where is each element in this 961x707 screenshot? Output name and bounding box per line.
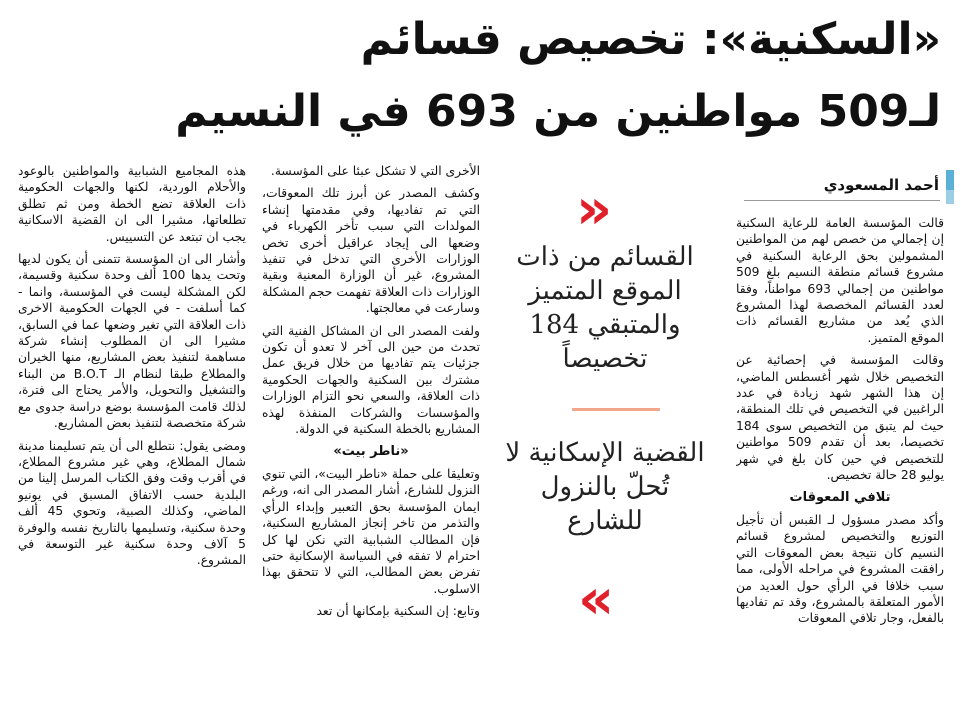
byline-rule: [744, 200, 940, 201]
byline-author: أحمد المسعودي: [823, 176, 939, 194]
paragraph: وقالت المؤسسة في إحصائية عن التخصيص خلال شهر أغسطس الماضي، إن هذا الشهر شهد زيادة في عدد الراغبين في التخصيص في تلك المنطقة، حيث لم يتبق من التخصيص سوى 184 تخصيصا، بعد أن تقدم 509 مواطنين للتخصيص في حين كان بلغ في شهر يوليو 28 حالة تخصيص.: [736, 353, 944, 483]
article-column-1: [736, 215, 944, 695]
paragraph: وأشار الى ان المؤسسة تتمنى أن يكون لديها وتحت يدها 100 ألف وحدة سكنية وقسيمة، لكن المشكلة ليست في المؤسسة، وانما - كما أسلفت - في الجهات الحكومية الاخرى ذات العلاقة التي تغير وضعها عما في السابق، مشيرا الى ان المطلوب إنشاء شركة مساهمة لتنفيذ بعض المشاريع، منها الخيران والمطلاع طبقا لنظام الـ B.O.T من البناء والتشغيل والتحويل، والأمر يحتاج الى فترة، لذلك قامت المؤسسة بوضع دراسة جدوى مع شركة متخصصة لتنفيذ بعض المشاريع.: [18, 252, 246, 431]
paragraph: هذه المجاميع الشبابية والمواطنين بالوعود والأحلام الوردية، لكنها والجهات الحكومية ذات العلاقة تضع الخطة ومن ثم تطلق تطلعاتها، مشيرا الى ان القضية الاسكانية يجب ان تبتعد عن التسييس.: [18, 164, 246, 244]
paragraph: ومضى يقول: نتطلع الى أن يتم تسليمنا مدينة شمال المطلاع، وهي غير مشروع المطلاع، في أقرب وقت وفق الكتاب المرسل إلينا من البلدية حسب الاتفاق المسبق في يونيو الماضي، وكذلك الصبية، وتحوي 45 ألف وحدة سكنية، وتسليمها بالتاريخ نفسه والوفرة 5 آلاف وحدة سكنية غير التوسعة في المشروع.: [18, 438, 246, 568]
pull-quote-divider: [572, 408, 660, 411]
paragraph: وتابع: إن السكنية بإمكانها أن تعد: [316, 604, 480, 619]
paragraph: الأخرى التي لا تشكل عبئا على المؤسسة.: [270, 164, 480, 178]
subheading: تلافي المعوقات: [789, 489, 891, 505]
paragraph: قالت المؤسسة العامة للرعاية السكنية إن إجمالي من خصص لهم من المواطنين المشمولين بحق الرعاية السكنية في مشروع قسائم منطقة النسيم بلغ 509 مواطنين من إجمالي 693 مواطناً، وفقا لعدد القسائم المخصصة لهذا المشروع الذي يُعد من مشاريع القسائم ذات الموقع المتميز.: [736, 216, 944, 345]
paragraph: وتعليقا على حملة «ناطر البيت»، التي تنوي النزول للشارع، أشار المصدر الى انه، ورغم ايمان المؤسسة بحق التعبير وإبداء الرأي والتذمر من تاخر إنجاز المشاريع السكنية، فإن المطالب الشبابية التي نكن لها كل احترام لا تفقه في السياسة الإسكانية حتى تفرض بعض المطالب، التي لا تتحقق بهذا الاسلوب.: [262, 466, 480, 596]
article-column-3: [262, 163, 480, 695]
paragraph: ولفت المصدر الى ان المشاكل الفنية التي تحدث من حين الى آخر لا تعدو أن تكون جزئيات يتم تفاديها من خلال فريق عمل مشترك بين السكنية والجهات الحكومية ذات العلاقة، والسعي نحو التزام الوزارات والمؤسسات والشركات المنفذة لهذه المشاريع بالخطة السكنية في الدولة.: [262, 323, 480, 437]
pull-quote-2: القضية الإسكانية لا تُحلّ بالنزول للشارع: [505, 438, 705, 536]
headline-line-2: لـ509 مواطنين من 693 في النسيم: [175, 86, 941, 137]
quote-open-icon: »: [576, 177, 613, 242]
pull-quote-1: القسائم من ذات الموقع المتميز والمتبقي 184 تخصيصاً: [516, 242, 694, 374]
quote-close-icon: «: [578, 567, 615, 632]
paragraph: وأكد مصدر مسؤول لـ القبس أن تأجيل التوزيع والتخصيص لمشروع قسائم النسيم كان نتيجة بعض المعوقات التي رافقت المشروع في مراحله الأولى، مما سبب خلافا في الرأي حول العديد من الأمور المتعلقة بالمشروع، وقد تم تفاديها بالفعل، وجار تلافي المعوقات: [736, 512, 944, 626]
headline-line-1: «السكنية»: تخصيص قسائم: [360, 14, 941, 65]
paragraph: وكشف المصدر عن أبرز تلك المعوقات، التي تم تفاديها، وفي مقدمتها إنشاء المولدات التي سبب تأخر الكهرباء في وضعها الى إيجاد عراقيل أخرى تخص الوزارات الأخرى التي تدخل في تنفيذ المشروع، غير أن الوزارة المعنية وبقية الوزارات ذات العلاقة تفهمت حجم المشكلة وسارعت في معالجتها.: [262, 186, 480, 316]
byline-accent: [946, 170, 954, 190]
article-column-4: [18, 163, 246, 695]
subheading: «ناطر بيت»: [333, 443, 409, 459]
